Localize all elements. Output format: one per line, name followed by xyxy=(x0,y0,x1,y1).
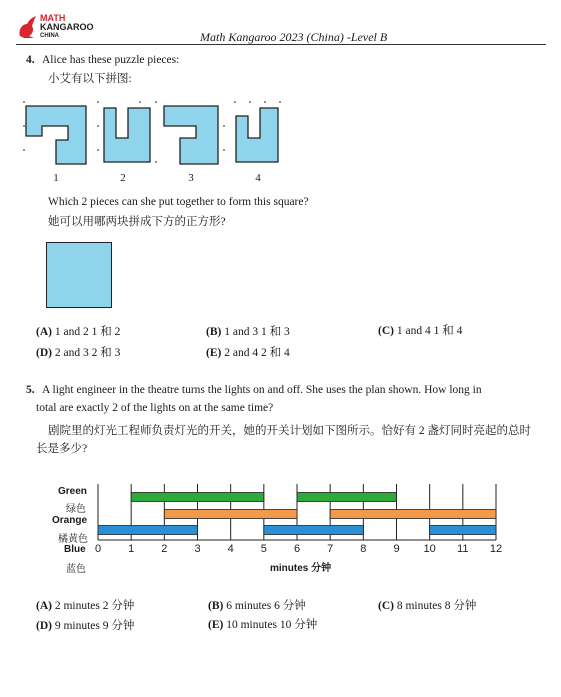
q5-text-cn-1: 剧院里的灯光工程师负责灯光的开关，她的开关计划如下图所示。恰好有 2 盏灯同时亮起的总时 xyxy=(48,425,531,437)
series-label-blue: Blue xyxy=(64,544,86,555)
x-tick-label: 6 xyxy=(293,543,301,555)
q4-choice-b[interactable]: (B) 1 and 3 1 和 3 xyxy=(206,326,290,338)
x-tick-label: 8 xyxy=(360,543,367,555)
piece-label-1: 1 xyxy=(53,172,59,184)
series-label-blue-cn: 蓝色 xyxy=(66,564,86,575)
x-tick-label: 11 xyxy=(457,543,469,555)
q4-ask-en: Which 2 pieces can she put together to form this square? xyxy=(48,196,309,208)
q4-choice-d[interactable]: (D) 2 and 3 2 和 3 xyxy=(36,347,121,359)
q5-choice-c[interactable]: (C) 8 minutes 8 分钟 xyxy=(378,600,477,612)
q5-choice-d[interactable]: (D) 9 minutes 9 分钟 xyxy=(36,620,135,632)
series-label-green-cn: 绿色 xyxy=(66,504,86,515)
kangaroo-icon xyxy=(16,14,38,40)
piece-label-4: 4 xyxy=(255,172,261,184)
x-tick-label: 1 xyxy=(128,543,135,555)
puzzle-pieces-figure xyxy=(20,96,300,172)
q5-number: 5. xyxy=(26,384,35,396)
x-tick-label: 10 xyxy=(423,543,436,555)
bar-blue xyxy=(98,526,198,535)
q5-choice-e[interactable]: (E) 10 minutes 10 分钟 xyxy=(208,619,318,631)
logo-line2: KANGAROO xyxy=(40,22,94,32)
x-tick-label: 12 xyxy=(489,543,503,555)
bar-blue xyxy=(264,526,364,535)
q4-number: 4. xyxy=(26,54,35,66)
q4-ask-cn: 她可以用哪两块拼成下方的正方形? xyxy=(48,216,226,228)
q5-text-en-2: total are exactly 2 of the lights on at the same time? xyxy=(36,402,274,414)
x-tick-label: 5 xyxy=(260,543,267,555)
q5-text-en-1: A light engineer in the theatre turns the lights on and off. She uses the plan shown. How long in xyxy=(42,384,482,396)
logo-line3: CHINA xyxy=(40,33,59,39)
x-axis-label: minutes 分钟 xyxy=(270,563,332,574)
x-tick-label: 3 xyxy=(194,543,201,555)
series-label-green: Green xyxy=(58,486,87,497)
target-square xyxy=(46,242,112,308)
puzzle-piece-2 xyxy=(104,108,150,162)
puzzle-piece-4 xyxy=(236,108,278,162)
q4-choice-c[interactable]: (C) 1 and 4 1 和 4 xyxy=(378,325,463,337)
q5-choice-a[interactable]: (A) 2 minutes 2 分钟 xyxy=(36,600,135,612)
series-label-orange-cn: 橘黄色 xyxy=(58,534,88,545)
math-kangaroo-logo xyxy=(16,12,106,42)
page-title: Math Kangaroo 2023 (China) -Level B xyxy=(200,30,388,44)
q4-text-en: Alice has these puzzle pieces: xyxy=(42,54,180,66)
bar-green xyxy=(131,493,264,502)
x-tick-label: 7 xyxy=(327,543,334,555)
logo-line1: MATH xyxy=(40,13,66,23)
bar-orange xyxy=(330,510,496,519)
bar-orange xyxy=(164,510,297,519)
x-tick-label: 0 xyxy=(94,543,102,555)
q5-choice-b[interactable]: (B) 6 minutes 6 分钟 xyxy=(208,600,306,612)
puzzle-piece-3 xyxy=(164,106,218,164)
puzzle-piece-1 xyxy=(26,106,86,164)
q4-text-cn: 小艾有以下拼图: xyxy=(48,73,132,85)
bar-blue xyxy=(430,526,496,535)
series-label-orange: Orange xyxy=(52,515,88,526)
bar-green xyxy=(297,493,397,502)
q4-choice-a[interactable]: (A) 1 and 2 1 和 2 xyxy=(36,326,121,338)
x-tick-label: 9 xyxy=(393,543,400,555)
piece-label-2: 2 xyxy=(120,172,126,184)
piece-label-3: 3 xyxy=(188,172,194,184)
q5-text-cn-2: 长是多少? xyxy=(36,443,88,455)
q4-choice-e[interactable]: (E) 2 and 4 2 和 4 xyxy=(206,347,290,359)
header-divider xyxy=(16,44,546,45)
x-tick-label: 2 xyxy=(161,543,168,555)
x-tick-label: 4 xyxy=(227,543,234,555)
